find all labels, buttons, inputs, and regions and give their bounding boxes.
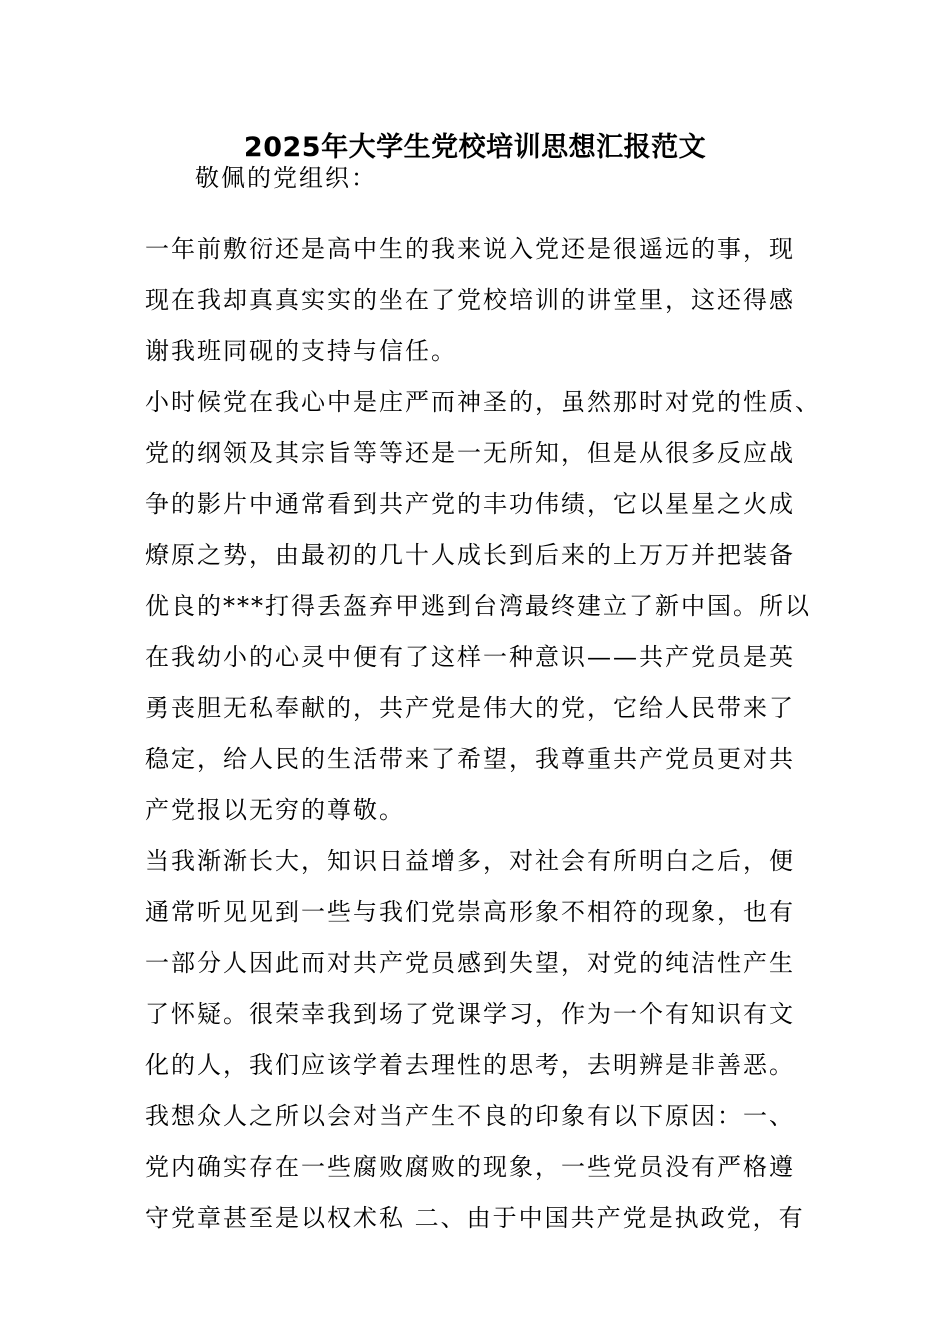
body-line: 一部分人因此而对共产党员感到失望，对党的纯洁性产生 xyxy=(145,949,795,977)
body-line: 谢我班同砚的支持与信任。 xyxy=(145,337,457,365)
body-line: 优良的***打得丢盔弃甲逃到台湾最终建立了新中国。所以 xyxy=(145,592,811,620)
body-line: 产党报以无穷的尊敬。 xyxy=(145,796,405,824)
body-line: 通常听见见到一些与我们党崇高形象不相符的现象，也有 xyxy=(145,898,795,926)
body-line: 现在我却真真实实的坐在了党校培训的讲堂里，这还得感 xyxy=(145,286,795,314)
body-line: 一年前敷衍还是高中生的我来说入党还是很遥远的事，现 xyxy=(145,235,795,263)
body-line: 党的纲领及其宗旨等等还是一无所知，但是从很多反应战 xyxy=(145,439,795,467)
body-line: 在我幼小的心灵中便有了这样一种意识——共产党员是英 xyxy=(145,643,795,671)
body-line: 当我渐渐长大，知识日益增多，对社会有所明白之后，便 xyxy=(145,847,795,875)
body-line: 守党章甚至是以权术私 二、由于中国共产党是执政党，有 xyxy=(145,1204,805,1232)
body-line: 小时候党在我心中是庄严而神圣的，虽然那时对党的性质、 xyxy=(145,388,821,416)
body-line: 了怀疑。很荣幸我到场了党课学习，作为一个有知识有文 xyxy=(145,1000,795,1028)
salutation: 敬佩的党组织： xyxy=(195,164,377,192)
body-line: 化的人，我们应该学着去理性的思考，去明辨是非善恶。 xyxy=(145,1051,795,1079)
document-title: 2025年大学生党校培训思想汇报范文 xyxy=(243,132,707,163)
body-line: 燎原之势，由最初的几十人成长到后来的上万万并把装备 xyxy=(145,541,795,569)
body-line: 争的影片中通常看到共产党的丰功伟绩，它以星星之火成 xyxy=(145,490,795,518)
body-line: 稳定，给人民的生活带来了希望，我尊重共产党员更对共 xyxy=(145,745,795,773)
body-line: 党内确实存在一些腐败腐败的现象，一些党员没有严格遵 xyxy=(145,1153,795,1181)
body-line: 勇丧胆无私奉献的，共产党是伟大的党，它给人民带来了 xyxy=(145,694,795,722)
body-line: 我想众人之所以会对当产生不良的印象有以下原因：一、 xyxy=(145,1102,795,1130)
